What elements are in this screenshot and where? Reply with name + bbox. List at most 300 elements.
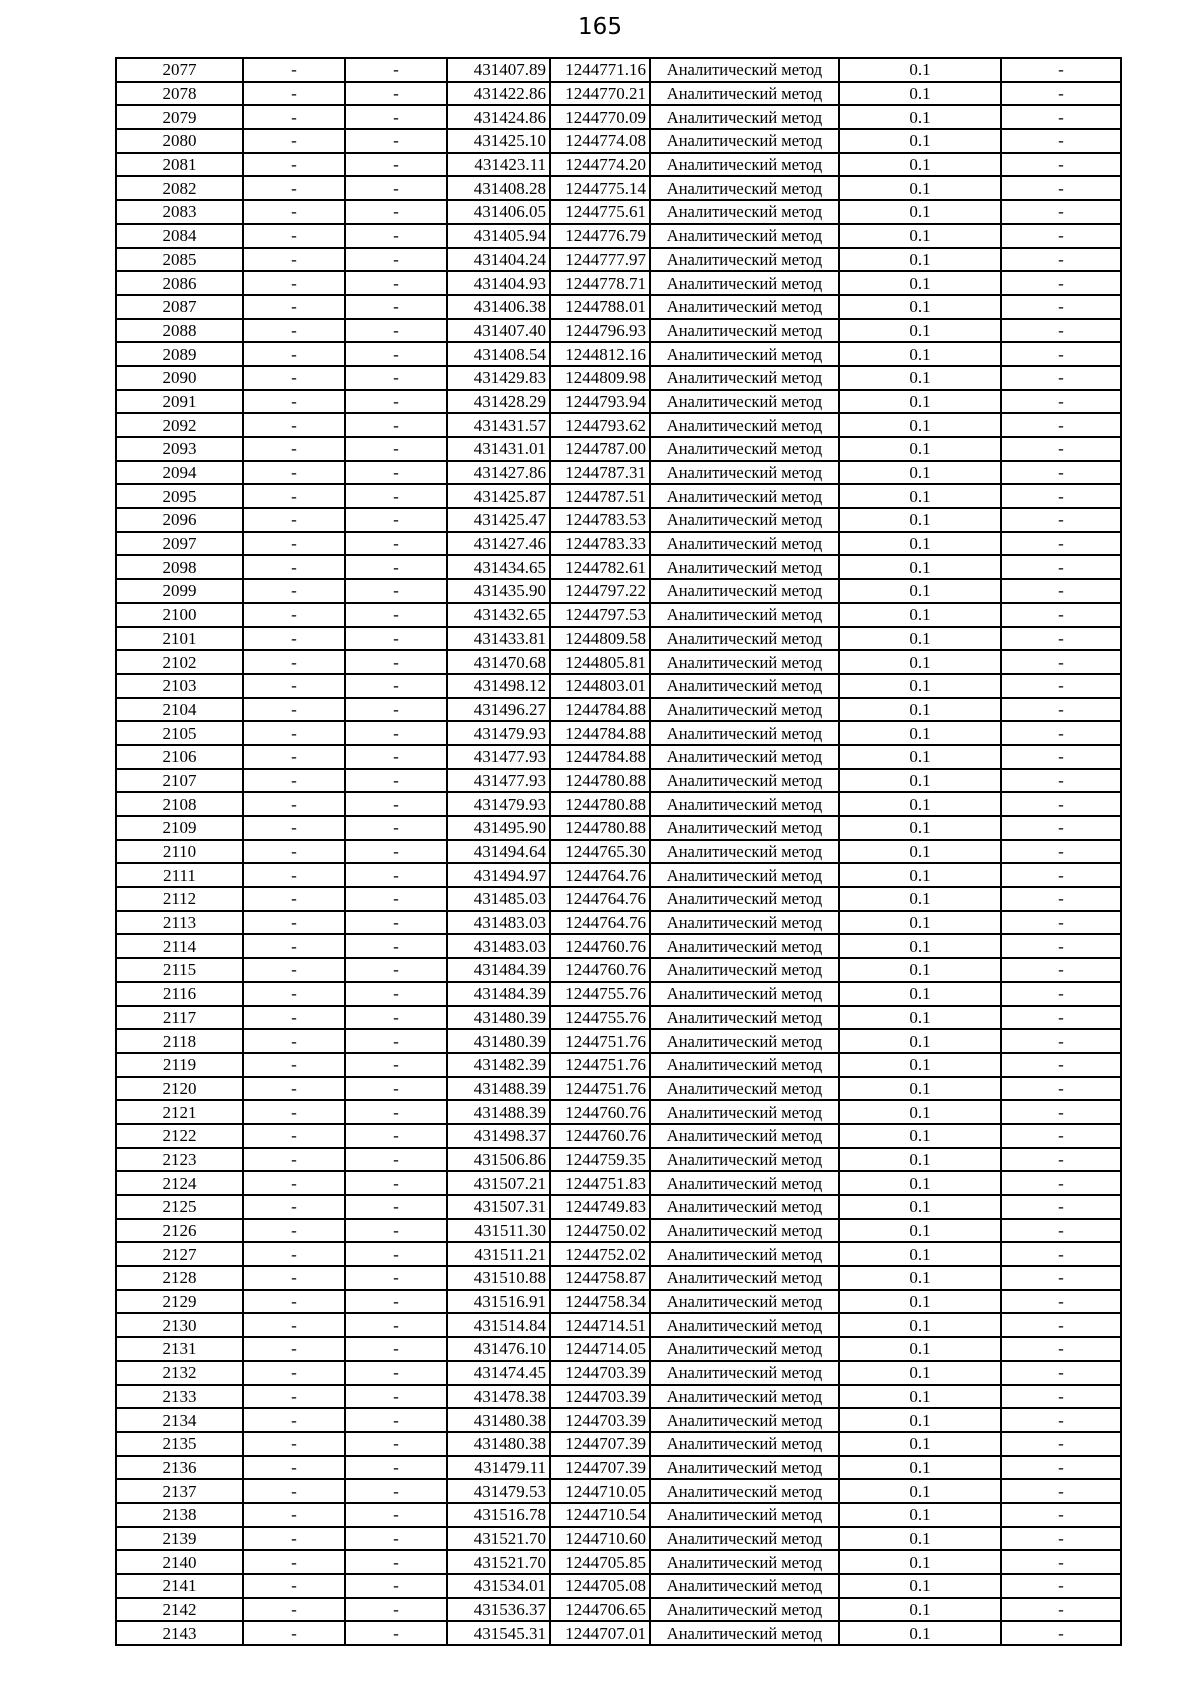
empty-cell-b: - <box>345 1053 447 1077</box>
empty-cell-b: - <box>345 319 447 343</box>
method-cell: Аналитический метод <box>650 1100 839 1124</box>
empty-cell-b: - <box>345 508 447 532</box>
table-row <box>116 366 1121 390</box>
method-cell: Аналитический метод <box>650 200 839 224</box>
y-coordinate-cell: 1244751.83 <box>550 1171 650 1195</box>
accuracy-cell: 0.1 <box>839 840 1001 864</box>
y-coordinate-cell: 1244796.93 <box>550 319 650 343</box>
note-cell: - <box>1001 816 1121 840</box>
note-cell: - <box>1001 271 1121 295</box>
empty-cell-b: - <box>345 58 447 82</box>
x-coordinate-cell: 431479.93 <box>447 792 550 816</box>
empty-cell-b: - <box>345 1029 447 1053</box>
table-row <box>116 911 1121 935</box>
method-cell: Аналитический метод <box>650 461 839 485</box>
x-coordinate-cell: 431545.31 <box>447 1621 550 1645</box>
empty-cell-a: - <box>243 1006 345 1030</box>
y-coordinate-cell: 1244710.54 <box>550 1503 650 1527</box>
method-cell: Аналитический метод <box>650 176 839 200</box>
table-row <box>116 1598 1121 1622</box>
empty-cell-a: - <box>243 1171 345 1195</box>
empty-cell-b: - <box>345 437 447 461</box>
y-coordinate-cell: 1244778.71 <box>550 271 650 295</box>
accuracy-cell: 0.1 <box>839 82 1001 106</box>
empty-cell-a: - <box>243 1479 345 1503</box>
method-cell: Аналитический метод <box>650 1432 839 1456</box>
method-cell: Аналитический метод <box>650 1313 839 1337</box>
note-cell: - <box>1001 129 1121 153</box>
table-row <box>116 721 1121 745</box>
point-number-cell: 2136 <box>116 1456 243 1480</box>
table-row <box>116 579 1121 603</box>
table-row <box>116 1456 1121 1480</box>
x-coordinate-cell: 431425.10 <box>447 129 550 153</box>
method-cell: Аналитический метод <box>650 58 839 82</box>
method-cell: Аналитический метод <box>650 1337 839 1361</box>
accuracy-cell: 0.1 <box>839 58 1001 82</box>
note-cell: - <box>1001 1503 1121 1527</box>
x-coordinate-cell: 431482.39 <box>447 1053 550 1077</box>
x-coordinate-cell: 431498.12 <box>447 674 550 698</box>
empty-cell-b: - <box>345 863 447 887</box>
table-row <box>116 390 1121 414</box>
method-cell: Аналитический метод <box>650 1385 839 1409</box>
y-coordinate-cell: 1244703.39 <box>550 1408 650 1432</box>
empty-cell-a: - <box>243 745 345 769</box>
empty-cell-a: - <box>243 413 345 437</box>
point-number-cell: 2112 <box>116 887 243 911</box>
table-row <box>116 698 1121 722</box>
method-cell: Аналитический метод <box>650 1219 839 1243</box>
point-number-cell: 2103 <box>116 674 243 698</box>
note-cell: - <box>1001 1124 1121 1148</box>
method-cell: Аналитический метод <box>650 769 839 793</box>
table-row <box>116 1171 1121 1195</box>
accuracy-cell: 0.1 <box>839 153 1001 177</box>
y-coordinate-cell: 1244775.61 <box>550 200 650 224</box>
method-cell: Аналитический метод <box>650 982 839 1006</box>
accuracy-cell: 0.1 <box>839 200 1001 224</box>
method-cell: Аналитический метод <box>650 816 839 840</box>
empty-cell-b: - <box>345 105 447 129</box>
table-row <box>116 1053 1121 1077</box>
table-row <box>116 1361 1121 1385</box>
method-cell: Аналитический метод <box>650 532 839 556</box>
empty-cell-b: - <box>345 650 447 674</box>
empty-cell-a: - <box>243 650 345 674</box>
point-number-cell: 2107 <box>116 769 243 793</box>
empty-cell-a: - <box>243 1550 345 1574</box>
note-cell: - <box>1001 769 1121 793</box>
point-number-cell: 2125 <box>116 1195 243 1219</box>
note-cell: - <box>1001 153 1121 177</box>
method-cell: Аналитический метод <box>650 224 839 248</box>
empty-cell-a: - <box>243 1408 345 1432</box>
note-cell: - <box>1001 1171 1121 1195</box>
point-number-cell: 2134 <box>116 1408 243 1432</box>
y-coordinate-cell: 1244758.34 <box>550 1290 650 1314</box>
x-coordinate-cell: 431433.81 <box>447 627 550 651</box>
y-coordinate-cell: 1244714.51 <box>550 1313 650 1337</box>
empty-cell-b: - <box>345 674 447 698</box>
note-cell: - <box>1001 508 1121 532</box>
accuracy-cell: 0.1 <box>839 1574 1001 1598</box>
table-row <box>116 1385 1121 1409</box>
note-cell: - <box>1001 366 1121 390</box>
empty-cell-a: - <box>243 1077 345 1101</box>
method-cell: Аналитический метод <box>650 1171 839 1195</box>
accuracy-cell: 0.1 <box>839 1361 1001 1385</box>
point-number-cell: 2126 <box>116 1219 243 1243</box>
y-coordinate-cell: 1244714.05 <box>550 1337 650 1361</box>
accuracy-cell: 0.1 <box>839 105 1001 129</box>
table-row <box>116 627 1121 651</box>
point-number-cell: 2088 <box>116 319 243 343</box>
note-cell: - <box>1001 248 1121 272</box>
y-coordinate-cell: 1244784.88 <box>550 745 650 769</box>
empty-cell-b: - <box>345 1313 447 1337</box>
empty-cell-b: - <box>345 911 447 935</box>
point-number-cell: 2142 <box>116 1598 243 1622</box>
point-number-cell: 2137 <box>116 1479 243 1503</box>
point-number-cell: 2098 <box>116 555 243 579</box>
accuracy-cell: 0.1 <box>839 1195 1001 1219</box>
table-row <box>116 674 1121 698</box>
empty-cell-a: - <box>243 105 345 129</box>
empty-cell-a: - <box>243 1219 345 1243</box>
x-coordinate-cell: 431521.70 <box>447 1527 550 1551</box>
point-number-cell: 2093 <box>116 437 243 461</box>
empty-cell-b: - <box>345 390 447 414</box>
accuracy-cell: 0.1 <box>839 271 1001 295</box>
point-number-cell: 2083 <box>116 200 243 224</box>
y-coordinate-cell: 1244751.76 <box>550 1077 650 1101</box>
note-cell: - <box>1001 650 1121 674</box>
empty-cell-a: - <box>243 1337 345 1361</box>
note-cell: - <box>1001 390 1121 414</box>
x-coordinate-cell: 431404.93 <box>447 271 550 295</box>
y-coordinate-cell: 1244803.01 <box>550 674 650 698</box>
note-cell: - <box>1001 1100 1121 1124</box>
note-cell: - <box>1001 721 1121 745</box>
y-coordinate-cell: 1244812.16 <box>550 342 650 366</box>
accuracy-cell: 0.1 <box>839 1219 1001 1243</box>
point-number-cell: 2080 <box>116 129 243 153</box>
empty-cell-a: - <box>243 1124 345 1148</box>
y-coordinate-cell: 1244784.88 <box>550 721 650 745</box>
empty-cell-a: - <box>243 1574 345 1598</box>
table-row <box>116 413 1121 437</box>
point-number-cell: 2091 <box>116 390 243 414</box>
accuracy-cell: 0.1 <box>839 958 1001 982</box>
table-row <box>116 1527 1121 1551</box>
method-cell: Аналитический метод <box>650 792 839 816</box>
empty-cell-a: - <box>243 1029 345 1053</box>
accuracy-cell: 0.1 <box>839 129 1001 153</box>
accuracy-cell: 0.1 <box>839 603 1001 627</box>
method-cell: Аналитический метод <box>650 1621 839 1645</box>
point-number-cell: 2117 <box>116 1006 243 1030</box>
y-coordinate-cell: 1244705.08 <box>550 1574 650 1598</box>
empty-cell-a: - <box>243 1456 345 1480</box>
x-coordinate-cell: 431507.21 <box>447 1171 550 1195</box>
accuracy-cell: 0.1 <box>839 1337 1001 1361</box>
method-cell: Аналитический метод <box>650 887 839 911</box>
y-coordinate-cell: 1244703.39 <box>550 1361 650 1385</box>
note-cell: - <box>1001 1456 1121 1480</box>
method-cell: Аналитический метод <box>650 1148 839 1172</box>
empty-cell-b: - <box>345 792 447 816</box>
note-cell: - <box>1001 934 1121 958</box>
table-row <box>116 1550 1121 1574</box>
empty-cell-a: - <box>243 579 345 603</box>
note-cell: - <box>1001 532 1121 556</box>
method-cell: Аналитический метод <box>650 319 839 343</box>
accuracy-cell: 0.1 <box>839 295 1001 319</box>
table-row <box>116 224 1121 248</box>
table-row <box>116 295 1121 319</box>
point-number-cell: 2110 <box>116 840 243 864</box>
y-coordinate-cell: 1244797.22 <box>550 579 650 603</box>
empty-cell-b: - <box>345 129 447 153</box>
accuracy-cell: 0.1 <box>839 484 1001 508</box>
method-cell: Аналитический метод <box>650 1503 839 1527</box>
x-coordinate-cell: 431536.37 <box>447 1598 550 1622</box>
y-coordinate-cell: 1244788.01 <box>550 295 650 319</box>
accuracy-cell: 0.1 <box>839 1621 1001 1645</box>
method-cell: Аналитический метод <box>650 934 839 958</box>
point-number-cell: 2092 <box>116 413 243 437</box>
point-number-cell: 2138 <box>116 1503 243 1527</box>
y-coordinate-cell: 1244797.53 <box>550 603 650 627</box>
empty-cell-a: - <box>243 911 345 935</box>
y-coordinate-cell: 1244705.85 <box>550 1550 650 1574</box>
y-coordinate-cell: 1244710.60 <box>550 1527 650 1551</box>
table-row <box>116 248 1121 272</box>
table-row <box>116 1219 1121 1243</box>
y-coordinate-cell: 1244784.88 <box>550 698 650 722</box>
table-row <box>116 1100 1121 1124</box>
note-cell: - <box>1001 1337 1121 1361</box>
x-coordinate-cell: 431431.57 <box>447 413 550 437</box>
x-coordinate-cell: 431521.70 <box>447 1550 550 1574</box>
empty-cell-a: - <box>243 248 345 272</box>
empty-cell-b: - <box>345 1598 447 1622</box>
y-coordinate-cell: 1244787.00 <box>550 437 650 461</box>
y-coordinate-cell: 1244782.61 <box>550 555 650 579</box>
empty-cell-b: - <box>345 1456 447 1480</box>
accuracy-cell: 0.1 <box>839 1077 1001 1101</box>
note-cell: - <box>1001 1385 1121 1409</box>
method-cell: Аналитический метод <box>650 82 839 106</box>
note-cell: - <box>1001 745 1121 769</box>
empty-cell-b: - <box>345 982 447 1006</box>
x-coordinate-cell: 431483.03 <box>447 934 550 958</box>
accuracy-cell: 0.1 <box>839 934 1001 958</box>
table-row <box>116 934 1121 958</box>
y-coordinate-cell: 1244805.81 <box>550 650 650 674</box>
method-cell: Аналитический метод <box>650 1124 839 1148</box>
empty-cell-a: - <box>243 342 345 366</box>
method-cell: Аналитический метод <box>650 342 839 366</box>
x-coordinate-cell: 431408.28 <box>447 176 550 200</box>
point-number-cell: 2085 <box>116 248 243 272</box>
table-row <box>116 555 1121 579</box>
y-coordinate-cell: 1244760.76 <box>550 958 650 982</box>
point-number-cell: 2084 <box>116 224 243 248</box>
accuracy-cell: 0.1 <box>839 437 1001 461</box>
table-row <box>116 1242 1121 1266</box>
point-number-cell: 2113 <box>116 911 243 935</box>
point-number-cell: 2132 <box>116 1361 243 1385</box>
accuracy-cell: 0.1 <box>839 248 1001 272</box>
point-number-cell: 2141 <box>116 1574 243 1598</box>
table-row <box>116 1574 1121 1598</box>
note-cell: - <box>1001 200 1121 224</box>
empty-cell-a: - <box>243 792 345 816</box>
accuracy-cell: 0.1 <box>839 1171 1001 1195</box>
accuracy-cell: 0.1 <box>839 650 1001 674</box>
y-coordinate-cell: 1244787.31 <box>550 461 650 485</box>
y-coordinate-cell: 1244793.94 <box>550 390 650 414</box>
table-row <box>116 1148 1121 1172</box>
empty-cell-b: - <box>345 224 447 248</box>
y-coordinate-cell: 1244787.51 <box>550 484 650 508</box>
note-cell: - <box>1001 982 1121 1006</box>
table-row <box>116 200 1121 224</box>
empty-cell-a: - <box>243 461 345 485</box>
x-coordinate-cell: 431488.39 <box>447 1077 550 1101</box>
accuracy-cell: 0.1 <box>839 1408 1001 1432</box>
method-cell: Аналитический метод <box>650 1550 839 1574</box>
empty-cell-b: - <box>345 1124 447 1148</box>
method-cell: Аналитический метод <box>650 721 839 745</box>
method-cell: Аналитический метод <box>650 627 839 651</box>
table-row <box>116 1503 1121 1527</box>
point-number-cell: 2109 <box>116 816 243 840</box>
empty-cell-b: - <box>345 627 447 651</box>
empty-cell-b: - <box>345 1550 447 1574</box>
accuracy-cell: 0.1 <box>839 816 1001 840</box>
point-number-cell: 2130 <box>116 1313 243 1337</box>
accuracy-cell: 0.1 <box>839 319 1001 343</box>
x-coordinate-cell: 431428.29 <box>447 390 550 414</box>
empty-cell-a: - <box>243 1503 345 1527</box>
point-number-cell: 2120 <box>116 1077 243 1101</box>
empty-cell-b: - <box>345 1479 447 1503</box>
table-row <box>116 840 1121 864</box>
note-cell: - <box>1001 176 1121 200</box>
empty-cell-b: - <box>345 484 447 508</box>
y-coordinate-cell: 1244775.14 <box>550 176 650 200</box>
y-coordinate-cell: 1244780.88 <box>550 816 650 840</box>
note-cell: - <box>1001 484 1121 508</box>
table-row <box>116 271 1121 295</box>
x-coordinate-cell: 431479.93 <box>447 721 550 745</box>
x-coordinate-cell: 431483.03 <box>447 911 550 935</box>
accuracy-cell: 0.1 <box>839 1148 1001 1172</box>
method-cell: Аналитический метод <box>650 271 839 295</box>
x-coordinate-cell: 431506.86 <box>447 1148 550 1172</box>
method-cell: Аналитический метод <box>650 153 839 177</box>
table-row <box>116 1479 1121 1503</box>
note-cell: - <box>1001 627 1121 651</box>
accuracy-cell: 0.1 <box>839 982 1001 1006</box>
point-number-cell: 2116 <box>116 982 243 1006</box>
method-cell: Аналитический метод <box>650 248 839 272</box>
empty-cell-a: - <box>243 271 345 295</box>
y-coordinate-cell: 1244751.76 <box>550 1029 650 1053</box>
note-cell: - <box>1001 413 1121 437</box>
table-row <box>116 1124 1121 1148</box>
empty-cell-b: - <box>345 1100 447 1124</box>
empty-cell-a: - <box>243 532 345 556</box>
point-number-cell: 2128 <box>116 1266 243 1290</box>
y-coordinate-cell: 1244764.76 <box>550 887 650 911</box>
note-cell: - <box>1001 224 1121 248</box>
empty-cell-a: - <box>243 1053 345 1077</box>
page-number: 165 <box>578 14 622 40</box>
accuracy-cell: 0.1 <box>839 674 1001 698</box>
x-coordinate-cell: 431432.65 <box>447 603 550 627</box>
empty-cell-b: - <box>345 295 447 319</box>
x-coordinate-cell: 431480.38 <box>447 1432 550 1456</box>
x-coordinate-cell: 431495.90 <box>447 816 550 840</box>
note-cell: - <box>1001 1479 1121 1503</box>
y-coordinate-cell: 1244710.05 <box>550 1479 650 1503</box>
empty-cell-b: - <box>345 887 447 911</box>
note-cell: - <box>1001 1313 1121 1337</box>
note-cell: - <box>1001 1266 1121 1290</box>
empty-cell-a: - <box>243 769 345 793</box>
empty-cell-b: - <box>345 1006 447 1030</box>
point-number-cell: 2095 <box>116 484 243 508</box>
method-cell: Аналитический метод <box>650 390 839 414</box>
note-cell: - <box>1001 674 1121 698</box>
method-cell: Аналитический метод <box>650 1242 839 1266</box>
empty-cell-a: - <box>243 1266 345 1290</box>
note-cell: - <box>1001 82 1121 106</box>
empty-cell-b: - <box>345 555 447 579</box>
empty-cell-b: - <box>345 1266 447 1290</box>
x-coordinate-cell: 431408.54 <box>447 342 550 366</box>
empty-cell-a: - <box>243 603 345 627</box>
point-number-cell: 2111 <box>116 863 243 887</box>
empty-cell-b: - <box>345 603 447 627</box>
empty-cell-a: - <box>243 58 345 82</box>
point-number-cell: 2135 <box>116 1432 243 1456</box>
note-cell: - <box>1001 603 1121 627</box>
x-coordinate-cell: 431485.03 <box>447 887 550 911</box>
y-coordinate-cell: 1244780.88 <box>550 769 650 793</box>
empty-cell-b: - <box>345 1408 447 1432</box>
note-cell: - <box>1001 863 1121 887</box>
method-cell: Аналитический метод <box>650 1006 839 1030</box>
x-coordinate-cell: 431427.46 <box>447 532 550 556</box>
empty-cell-b: - <box>345 1077 447 1101</box>
empty-cell-b: - <box>345 958 447 982</box>
y-coordinate-cell: 1244780.88 <box>550 792 650 816</box>
empty-cell-a: - <box>243 224 345 248</box>
empty-cell-b: - <box>345 769 447 793</box>
x-coordinate-cell: 431470.68 <box>447 650 550 674</box>
table-row <box>116 1432 1121 1456</box>
note-cell: - <box>1001 1290 1121 1314</box>
empty-cell-a: - <box>243 1621 345 1645</box>
method-cell: Аналитический метод <box>650 840 839 864</box>
x-coordinate-cell: 431429.83 <box>447 366 550 390</box>
y-coordinate-cell: 1244771.16 <box>550 58 650 82</box>
